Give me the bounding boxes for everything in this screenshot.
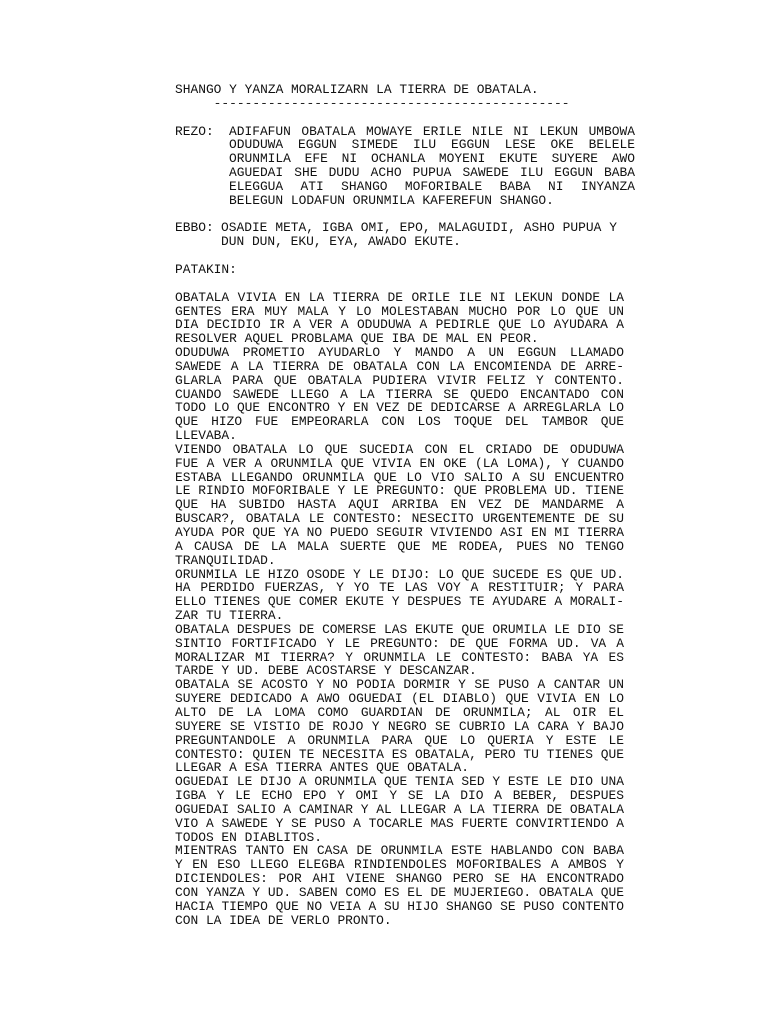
spacer <box>175 208 635 222</box>
rezo-line: ADIFAFUN OBATALA MOWAYE ERILE NILE NI LEKUN UMBOWA <box>229 123 635 139</box>
ebbo-section <box>175 221 635 249</box>
story-line: CON LA IDEA DE VERLO PRONTO. <box>175 912 392 928</box>
story-line: OGUEDAI LE DIJO A ORUNMILA QUE TENIA SED Y ESTE LE DIO UNA <box>175 774 624 790</box>
story-line: VIENDO OBATALA LO QUE SUCEDIA CON EL CRIADO DE ODUDUWA <box>175 441 624 457</box>
story-line: BUSCAR?, OBATALA LE CONTESTO: NESECITO URGENTEMENTE DE SU <box>175 511 624 527</box>
rezo-line: ELEGGUA ATI SHANGO MOFORIBALE BABA NI INYANZA <box>229 178 635 194</box>
ebbo-line: DUN DUN, EKU, EYA, AWADO EKUTE. <box>221 234 461 250</box>
spacer <box>175 277 635 291</box>
story-line: CON YANZA Y UD. SABEN COMO ES EL DE MUJERIEGO. OBATALA QUE <box>175 884 624 900</box>
story-line: QUE HIZO FUE EMPEORARLA CON LOS TOQUE DEL TAMBOR QUE <box>175 414 624 430</box>
story-body <box>175 291 635 928</box>
spacer <box>175 111 635 125</box>
story-line: TARDE Y UD. DEBE ACOSTARSE Y DESCANZAR. <box>175 663 477 679</box>
story-line: HACIA TIEMPO QUE NO VEIA A SU HIJO SHANGO SE PUSO CONTENTO <box>175 898 624 914</box>
story-line: SUYERE DEDICADO A AWO OGUEDAI (EL DIABLO) QUE VIVIA EN LO <box>175 691 624 707</box>
story-line: Y EN ESO LLEGO ELEGBA RINDIENDOLES MOFORIBALES A AMBOS Y <box>175 857 624 873</box>
story-line: TODOS EN DIABLITOS. <box>175 829 322 845</box>
rezo-line: AGUEDAI SHE DUDU ACHO PUPUA SAWEDE ILU EGGUN BABA <box>229 165 635 181</box>
story-line: TRANQUILIDAD. <box>175 552 276 568</box>
story-line: ORUNMILA LE HIZO OSODE Y LE DIJO: LO QUE SUCEDE ES QUE UD. <box>175 566 624 582</box>
story-line: CUANDO SAWEDE LLEGO A LA TIERRA SE QUEDO ENCANTADO CON <box>175 386 624 402</box>
story-line: QUE HA SUBIDO HASTA AQUI ARRIBA EN VEZ DE MANDARME A <box>175 497 624 513</box>
story-line: ESTABA LLEGANDO ORUNMILA QUE LO VIO SALIO A SU ENCUENTRO <box>175 469 624 485</box>
title-underline: ---------------------------------------------- <box>175 95 570 111</box>
story-line: OGUEDAI SALIO A CAMINAR Y AL LLEGAR A LA TIERRA DE OBATALA <box>175 801 624 817</box>
story-line: PREGUNTANDOLE A ORUNMILA PARA QUE LO QUERIA Y ESTE LE <box>175 732 624 748</box>
document-title: SHANGO Y YANZA MORALIZARN LA TIERRA DE OBATALA. <box>175 82 539 97</box>
story-line: OBATALA VIVIA EN LA TIERRA DE ORILE ILE NI LEKUN DONDE LA <box>175 289 624 305</box>
patakin-label: PATAKIN: <box>175 261 237 277</box>
story-line: LLEGAR A ESA TIERRA ANTES QUE OBATALA. <box>175 760 469 776</box>
story-line: ZAR TU TIERRA. <box>175 608 284 624</box>
story-line: HA PERDIDO FUERZAS, Y YO TE LAS VOY A RESTITUIR; Y PARA <box>175 580 624 596</box>
rezo-line: BELEGUN LODAFUN ORUNMILA KAFEREFUN SHANGO. <box>229 192 554 208</box>
story-line: LLEVABA. <box>175 428 237 444</box>
rezo-line: ODUDUWA EGGUN SIMEDE ILU EGGUN LESE OKE BELELE <box>229 137 635 153</box>
story-line: ELLO TIENES QUE COMER EKUTE Y DESPUES TE AYUDARE A MORALI- <box>175 594 624 610</box>
story-line: AYUDA POR QUE YA NO PUEDO SEGUIR VIVIENDO ASI EN MI TIERRA <box>175 525 624 540</box>
story-line: SINTIO FORTIFICADO Y LE PREGUNTO: DE QUE FORMA UD. VA A <box>175 635 624 651</box>
story-line: DICIENDOLES: POR AHI VIENE SHANGO PERO SE HA ENCONTRADO <box>175 871 624 887</box>
story-line: FUE A VER A ORUNMILA QUE VIVIA EN OKE (LA LOMA), Y CUANDO <box>175 455 624 471</box>
story-line: SUYERE SE VISTIO DE ROJO Y NEGRO SE CUBRIO LA CARA Y BAJO <box>175 718 624 734</box>
story-line: CONTESTO: QUIEN TE NECESITA ES OBATALA, PERO TU TIENES QUE <box>175 746 624 762</box>
story-line: ODUDUWA PROMETIO AYUDARLO Y MANDO A UN EGGUN LLAMADO <box>175 345 624 361</box>
story-line: ALTO DE LA LOMA COMO GUARDIAN DE ORUNMILA; AL OIR EL <box>175 704 624 720</box>
rezo-text <box>229 125 635 208</box>
story-line: OBATALA DESPUES DE COMERSE LAS EKUTE QUE ORUMILA LE DIO SE <box>175 621 624 637</box>
story-line: MIENTRAS TANTO EN CASA DE ORUNMILA ESTE HABLANDO CON BABA <box>175 843 624 859</box>
story-line: LE RINDIO MOFORIBALE Y LE PREGUNTO: QUE PROBLEMA UD. TIENE <box>175 483 624 499</box>
story-line: DIA DECIDIO IR A VER A ODUDUWA A PEDIRLE QUE LO AYUDARA A <box>175 317 624 333</box>
story-line: GENTES ERA MUY MALA Y LO MOLESTABAN MUCHO POR LO QUE UN <box>175 303 624 319</box>
story-line: RESOLVER AQUEL PROBLAMA QUE IBA DE MAL EN PEOR. <box>175 331 539 347</box>
story-line: OBATALA SE ACOSTO Y NO PODIA DORMIR Y SE PUSO A CANTAR UN <box>175 677 624 693</box>
ebbo-label: EBBO: <box>175 220 214 236</box>
story-line: SAWEDE A LA TIERRA DE OBATALA CON LA ENCOMIENDA DE ARRE- <box>175 358 624 374</box>
rezo-line: ORUNMILA EFE NI OCHANLA MOYENI EKUTE SUYERE AWO <box>229 151 635 167</box>
rezo-section <box>175 125 635 208</box>
story-line: A CAUSA DE LA MALA SUERTE QUE ME RODEA, PUES NO TENGO <box>175 538 624 554</box>
story-line: VIO A SAWEDE Y SE PUSO A TOCARLE MAS FUERTE CONVIRTIENDO A <box>175 815 624 831</box>
ebbo-line: OSADIE META, IGBA OMI, EPO, MALAGUIDI, ASHO PUPUA Y <box>221 220 617 236</box>
spacer <box>175 249 635 263</box>
story-line: IGBA Y LE ECHO EPO Y OMI Y SE LA DIO A BEBER, DESPUES <box>175 788 624 804</box>
story-line: TODO LO QUE ENCONTRO Y EN VEZ DE DEDICARSE A ARREGLARLA LO <box>175 400 624 416</box>
rezo-label: REZO: <box>175 123 214 139</box>
story-line: GLARLA PARA QUE OBATALA PUDIERA VIVIR FELIZ Y CONTENTO. <box>175 372 624 388</box>
document-page <box>175 83 635 927</box>
story-line: MORALIZAR MI TIERRA? Y ORUNMILA LE CONTESTO: BABA YA ES <box>175 649 624 665</box>
